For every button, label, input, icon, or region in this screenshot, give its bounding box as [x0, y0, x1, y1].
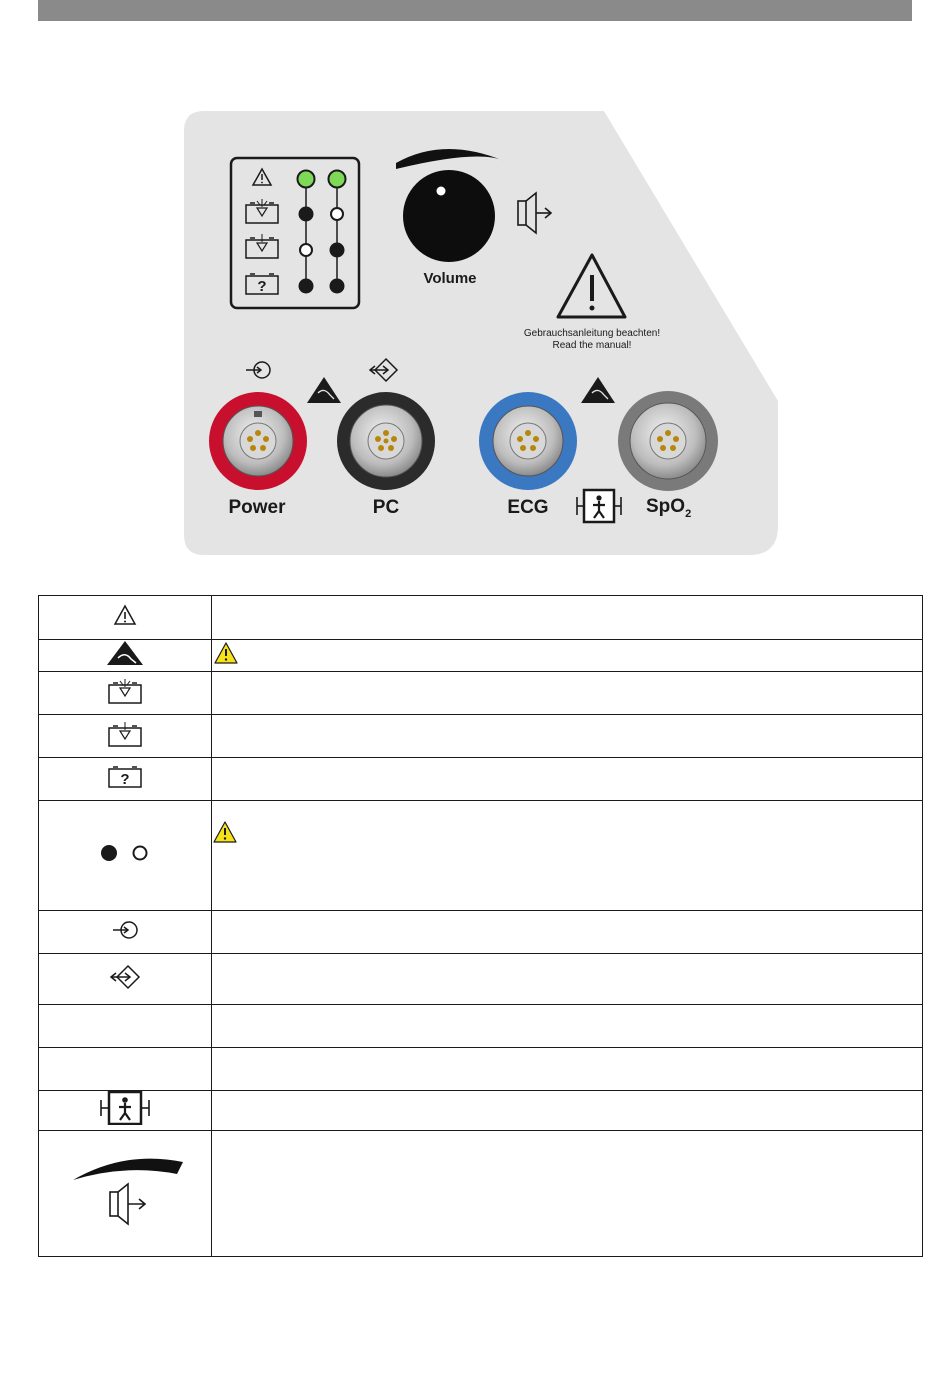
caution-icon: [213, 821, 237, 843]
ecg-port-label: ECG: [507, 497, 549, 518]
symbol-cell: [39, 758, 212, 801]
battery-unknown-icon: [107, 764, 143, 790]
description-cell: [212, 758, 923, 801]
description-cell: [212, 672, 923, 715]
symbol-cell: [39, 1048, 212, 1091]
bf-applied-part-icon: [99, 1091, 151, 1125]
symbol-cell: [39, 801, 212, 911]
table-row: [39, 758, 923, 801]
description-cell: [212, 1048, 923, 1091]
volume-label: Volume: [423, 270, 477, 287]
pc-port-label: PC: [372, 497, 400, 518]
symbol-cell: [39, 596, 212, 640]
led-filled: [299, 207, 314, 222]
power-port-label: Power: [228, 497, 286, 518]
description-cell: [212, 640, 923, 672]
battery-charging-icon: [107, 720, 143, 748]
table-row: [39, 715, 923, 758]
led-filled: [299, 279, 314, 294]
description-cell: [212, 954, 923, 1005]
spo2-label-sub: 2: [685, 508, 692, 520]
battery-charging-full-icon: [107, 677, 143, 705]
description-cell: [212, 715, 923, 758]
description-cell: [212, 1091, 923, 1131]
description-cell: [212, 1005, 923, 1048]
table-row: [39, 1048, 923, 1091]
spo2-port-label: [646, 496, 691, 520]
led-filled: [330, 243, 345, 258]
device-panel: [184, 111, 778, 555]
esd-icon: [106, 640, 144, 666]
led-empty-icon: [134, 847, 147, 860]
led-indicator-icon: [97, 843, 153, 863]
symbol-cell: [39, 1005, 212, 1048]
led-green: [298, 171, 315, 188]
description-cell: [212, 1131, 923, 1257]
table-row: [39, 596, 923, 640]
description-cell: [212, 596, 923, 640]
ecg-connector[interactable]: [479, 392, 577, 490]
symbol-cell: [39, 911, 212, 954]
symbol-cell: [39, 640, 212, 672]
svg-text:?: ?: [257, 278, 267, 295]
svg-text:?: ?: [120, 770, 130, 788]
spo2-connector[interactable]: [618, 391, 718, 491]
notice-german: Gebrauchsanleitung beachten!: [523, 328, 661, 339]
led-filled-icon: [101, 845, 117, 861]
description-cell: [212, 911, 923, 954]
table-row: [39, 672, 923, 715]
symbol-cell: [39, 715, 212, 758]
symbol-cell: [39, 954, 212, 1005]
description-cell: [212, 801, 923, 911]
symbol-cell: [39, 1131, 212, 1257]
volume-control-icon: [65, 1146, 185, 1236]
table-row: [39, 954, 923, 1005]
table-row: [39, 640, 923, 672]
led-empty: [300, 244, 312, 256]
header-bar: [38, 0, 912, 21]
table-row: [39, 1091, 923, 1131]
led-empty: [331, 208, 343, 220]
panel-body: [184, 111, 778, 555]
table-row: [39, 1005, 923, 1048]
notice-english: Read the manual!: [552, 340, 632, 351]
led-green: [329, 171, 346, 188]
symbol-legend-table: [38, 595, 923, 1257]
table-row: [39, 801, 923, 911]
led-filled: [330, 279, 345, 294]
data-io-icon: [108, 963, 142, 991]
power-input-icon: [110, 919, 140, 941]
table-row: [39, 1131, 923, 1257]
power-connector[interactable]: [209, 392, 307, 490]
bf-applied-part-icon: [577, 490, 621, 522]
pc-connector[interactable]: [337, 392, 435, 490]
warning-triangle-icon: [113, 604, 137, 626]
table-row: [39, 911, 923, 954]
symbol-cell: [39, 672, 212, 715]
spo2-label-base: SpO: [646, 496, 686, 517]
symbol-cell: [39, 1091, 212, 1131]
caution-icon: [214, 642, 238, 664]
